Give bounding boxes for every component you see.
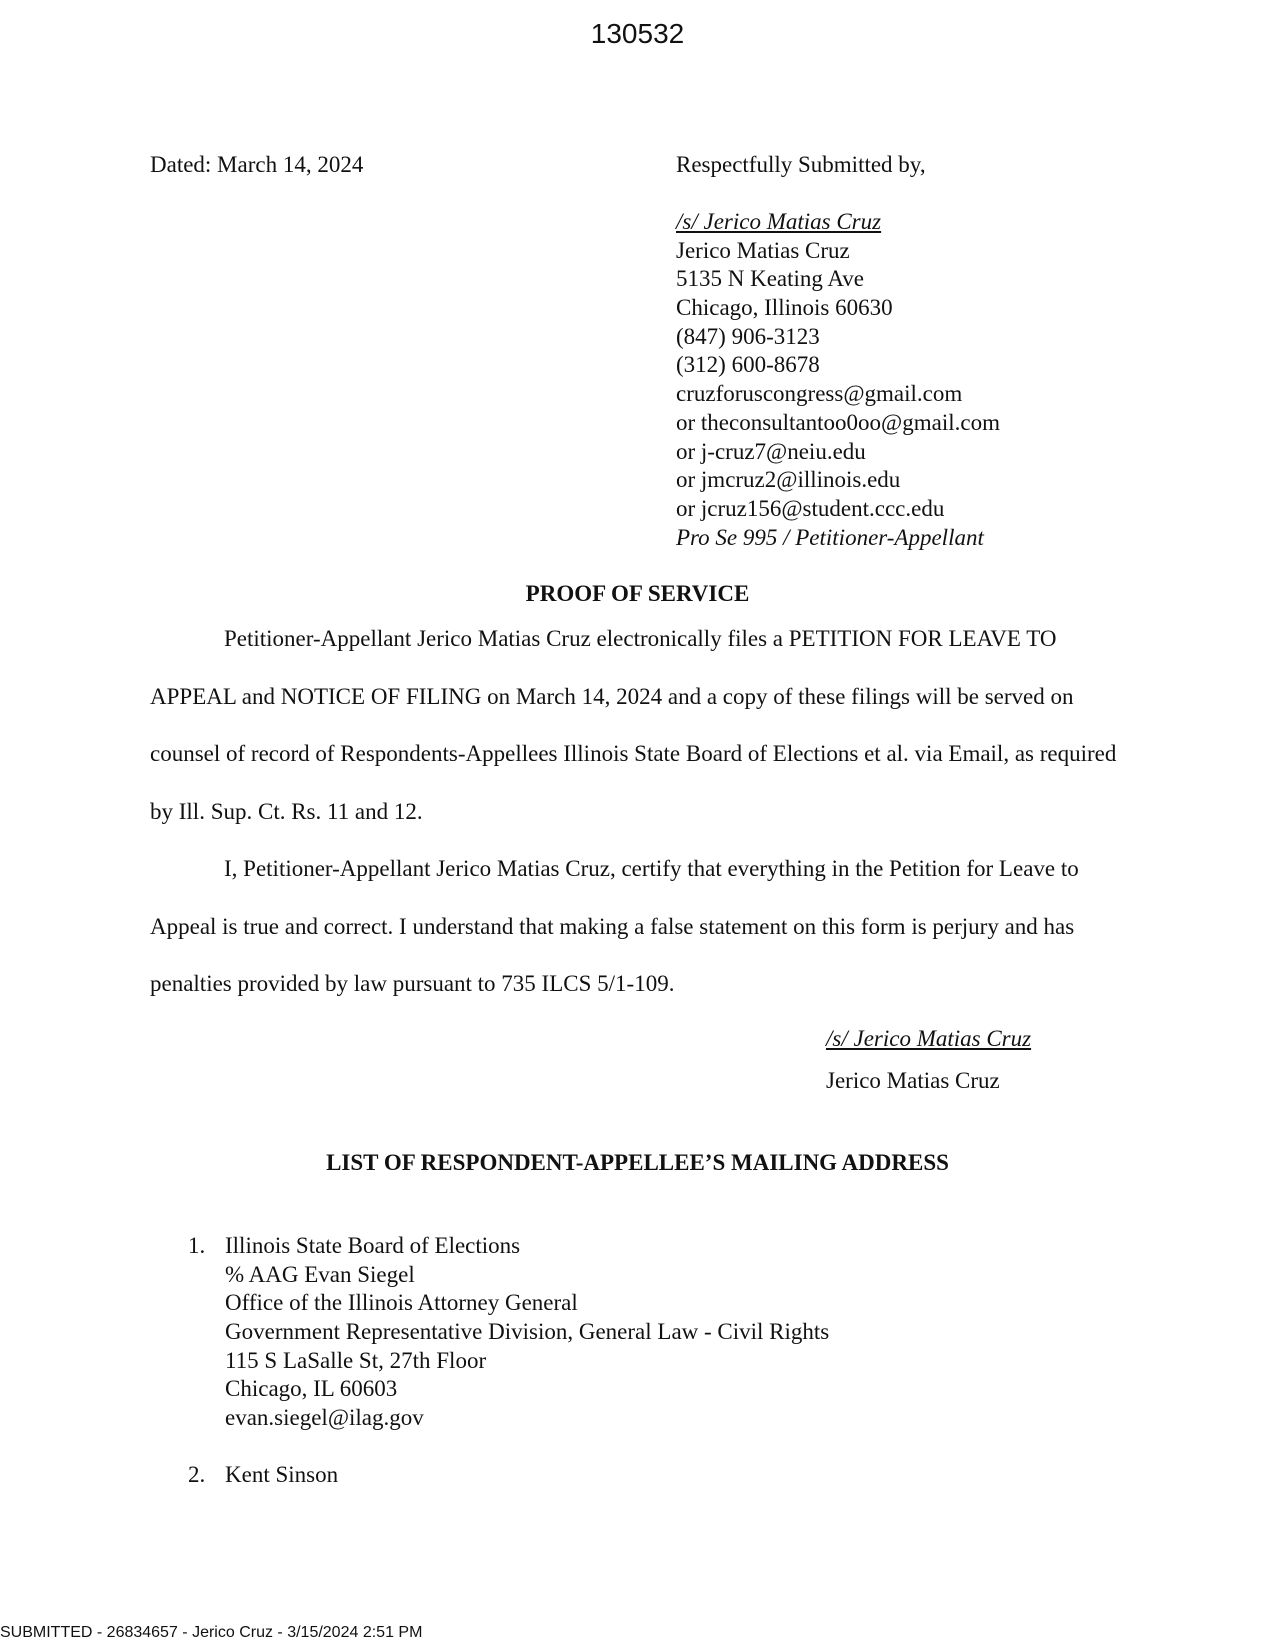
phone-1: (847) 906-3123 bbox=[676, 323, 820, 349]
proof-of-service-heading: PROOF OF SERVICE bbox=[525, 581, 750, 606]
address-line: 115 S LaSalle St, 27th Floor bbox=[225, 1347, 487, 1373]
submission-footer: SUBMITTED - 26834657 - Jerico Cruz - 3/15/2024 2:51 PM bbox=[0, 1624, 423, 1641]
signature-block bbox=[676, 208, 1000, 552]
proof-paragraph-2: I, Petitioner-Appellant Jerico Matias Cruz, certify that everything in the Petition for Leave to Appeal is true and correct. I understand that making a false statement on this form is perjury and has penalties provided by law pursuant to 735 ILCS 5/1-109. bbox=[150, 856, 1079, 996]
email-2: or theconsultantoo0oo@gmail.com bbox=[676, 409, 1000, 435]
dated-line: Dated: March 14, 2024 bbox=[150, 152, 364, 177]
address-line: Chicago, IL 60603 bbox=[225, 1376, 398, 1402]
address-line: Government Representative Division, General Law - Civil Rights bbox=[225, 1319, 830, 1345]
email-3: or j-cruz7@neiu.edu bbox=[676, 438, 866, 464]
email-5: or jcruz156@student.ccc.edu bbox=[676, 495, 945, 521]
email-1: cruzforuscongress@gmail.com bbox=[676, 381, 963, 407]
mailing-list bbox=[150, 1233, 829, 1491]
street-address: 5135 N Keating Ave bbox=[676, 266, 865, 292]
phone-2: (312) 600-8678 bbox=[676, 352, 820, 378]
address-line: Illinois State Board of Elections bbox=[225, 1233, 521, 1258]
list-item bbox=[150, 1233, 829, 1434]
address-line: % AAG Evan Siegel bbox=[225, 1261, 415, 1287]
list-item-number: 2. bbox=[188, 1461, 206, 1487]
document-number: 130532 bbox=[590, 18, 685, 49]
city-state-zip: Chicago, Illinois 60630 bbox=[676, 295, 893, 321]
list-item bbox=[150, 1462, 829, 1491]
address-line: evan.siegel@ilag.gov bbox=[225, 1405, 424, 1431]
list-item-number: 1. bbox=[188, 1233, 206, 1258]
respectfully-submitted: Respectfully Submitted by, bbox=[676, 152, 926, 177]
mailing-list-heading: LIST OF RESPONDENT-APPELLEE’S MAILING ADDRESS bbox=[326, 1150, 949, 1175]
proof-e-signature: /s/ Jerico Matias Cruz bbox=[826, 1026, 1032, 1051]
proof-signer-name: Jerico Matias Cruz bbox=[826, 1068, 1000, 1093]
e-signature: /s/ Jerico Matias Cruz bbox=[676, 209, 882, 234]
email-4: or jmcruz2@illinois.edu bbox=[676, 467, 901, 493]
address-line: Office of the Illinois Attorney General bbox=[225, 1290, 578, 1316]
signer-role: Pro Se 995 / Petitioner-Appellant bbox=[676, 524, 984, 550]
address-line: Kent Sinson bbox=[225, 1461, 339, 1487]
signer-name: Jerico Matias Cruz bbox=[676, 237, 850, 263]
proof-paragraph-1: Petitioner-Appellant Jerico Matias Cruz electronically files a PETITION FOR LEAVE TO APPEAL and NOTICE OF FILING on March 14, 2024 and a copy of these filings will be served on counsel of record of Respondents-Appellees Illinois State Board of Elections et al. via Email, as required by Ill. Sup. Ct. Rs. 11 and 12. bbox=[150, 626, 1117, 824]
